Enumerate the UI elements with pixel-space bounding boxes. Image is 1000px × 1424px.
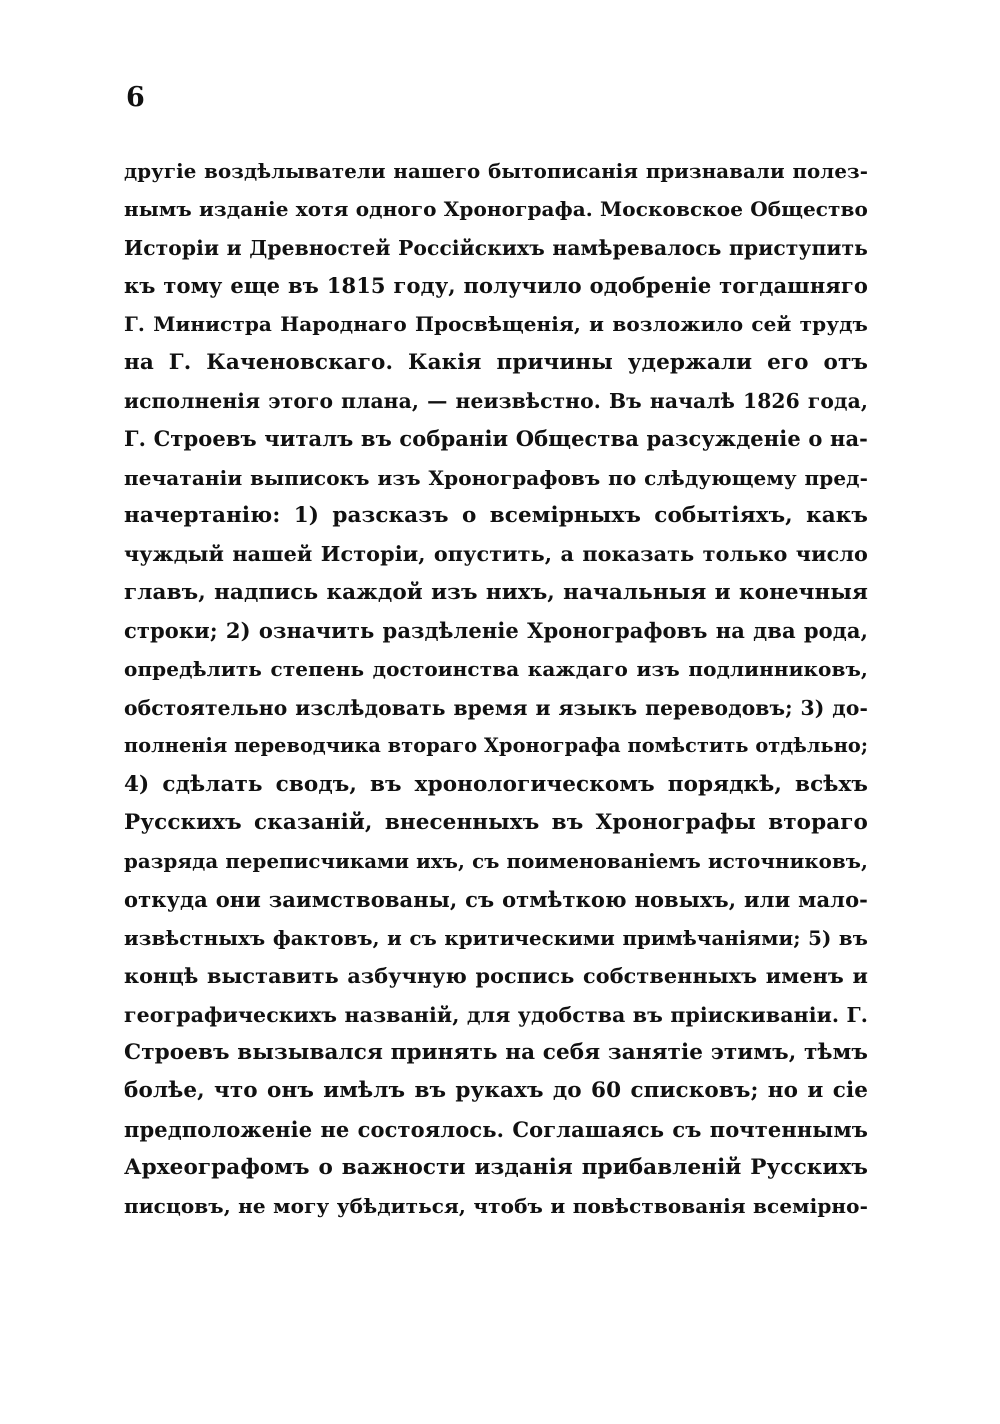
text-line: извѣстныхъ фактовъ, и съ критическими примѣчаніями; 5) въ	[124, 925, 868, 950]
text-line: строки; 2) означить раздѣленіе Хронографовъ на два рода,	[124, 618, 868, 644]
text-line: чуждый нашей Исторіи, опустить, а показать только число	[124, 542, 868, 567]
page-number: 6	[126, 82, 145, 113]
text-line: Строевъ вызывался принять на себя занятіе этимъ, тѣмъ	[124, 1039, 868, 1065]
text-line: исполненія этого плана, — неизвѣстно. Въ началѣ 1826 года,	[124, 389, 868, 414]
text-line: географическихъ названій, для удобства въ пріискиваніи. Г.	[124, 1002, 868, 1027]
text-line: печатаніи выписокъ изъ Хронографовъ по слѣдующему пред-	[124, 465, 868, 490]
text-line: предположеніе не состоялось. Соглашаясь съ почтеннымъ	[124, 1116, 868, 1142]
text-line: обстоятельно изслѣдовать время и языкъ переводовъ; 3) до-	[124, 695, 868, 720]
text-line: къ тому еще въ 1815 году, получило одобреніе тогдашняго	[124, 273, 868, 299]
text-line: откуда они заимствованы, съ отмѣткою новыхъ, или мало-	[124, 886, 868, 912]
text-line: другіе воздѣлыватели нашего бытописанія признавали полез-	[124, 159, 868, 183]
text-line: полненія переводчика втораго Хронографа помѣстить отдѣльно;	[124, 734, 869, 758]
text-line: опредѣлить степень достоинства каждаго изъ подлинниковъ,	[124, 657, 868, 682]
text-line: начертанію: 1) разсказъ о всемірныхъ событіяхъ, какъ	[124, 503, 868, 529]
text-line: Г. Строевъ читалъ въ собраніи Общества разсужденіе о на-	[124, 426, 868, 452]
text-line: болѣе, что онъ имѣлъ въ рукахъ до 60 списковъ; но и сіе	[124, 1078, 868, 1104]
text-line: разряда переписчиками ихъ, съ поименованіемъ источниковъ,	[124, 849, 868, 874]
body-text	[124, 152, 868, 1226]
text-line: главъ, надпись каждой изъ нихъ, начальныя и конечныя	[124, 579, 868, 605]
text-line: концѣ выставить азбучную роспись собственныхъ именъ и	[124, 964, 868, 989]
text-line: Г. Министра Народнаго Просвѣщенія, и возложило сей трудъ	[124, 312, 868, 337]
text-line: Исторіи и Древностей Россійскихъ намѣревалось приступить	[124, 235, 868, 260]
text-line: писцовъ, не могу убѣдиться, чтобъ и повѣствованія всемірно-	[124, 1194, 868, 1219]
text-line: на Г. Каченовскаго. Какія причины удержали его отъ	[124, 349, 868, 375]
text-line: 4) сдѣлать сводъ, въ хронологическомъ порядкѣ, всѣхъ	[124, 771, 868, 797]
text-line: Археографомъ о важности изданія прибавленій Русскихъ	[124, 1154, 868, 1180]
text-line: нымъ изданіе хотя одного Хронографа. Московское Общество	[124, 197, 868, 222]
text-line: Русскихъ сказаній, внесенныхъ въ Хронографы втораго	[124, 809, 868, 835]
